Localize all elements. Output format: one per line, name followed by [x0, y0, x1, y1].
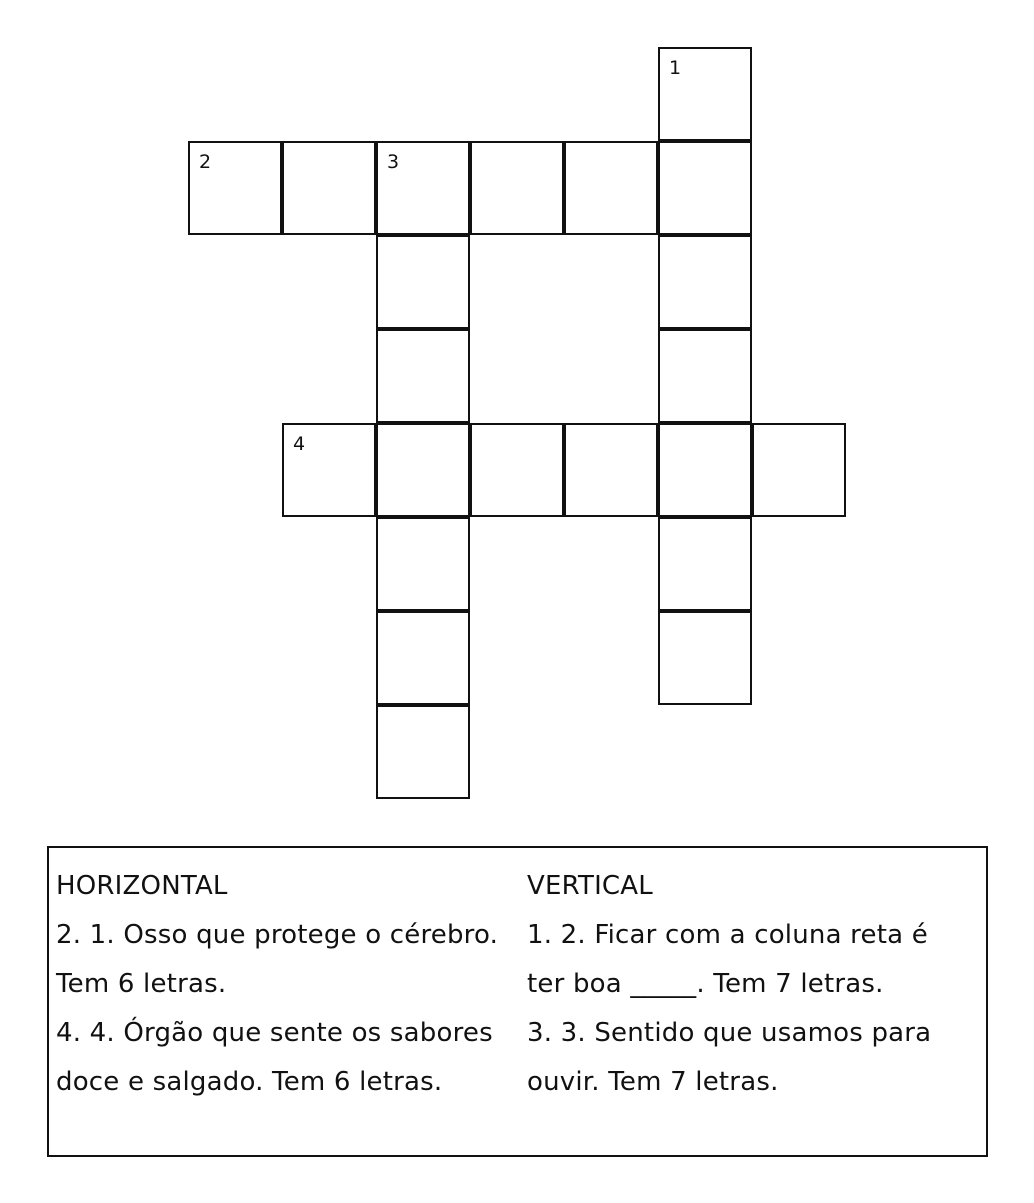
crossword-cell[interactable] — [470, 423, 564, 517]
clues-box — [47, 846, 988, 1157]
crossword-cell[interactable] — [658, 329, 752, 423]
horizontal-clue-line: doce e salgado. Tem 6 letras. — [56, 1067, 443, 1097]
cell-number: 3 — [387, 151, 400, 173]
crossword-cell[interactable] — [470, 141, 564, 235]
crossword-cell[interactable] — [376, 517, 470, 611]
horizontal-clue-line: 2. 1. Osso que protege o cérebro. — [56, 920, 499, 950]
vertical-clue-line: 3. 3. Sentido que usamos para — [527, 1018, 932, 1048]
horizontal-heading: HORIZONTAL — [56, 871, 228, 901]
crossword-cell[interactable] — [376, 611, 470, 705]
crossword-cell[interactable] — [282, 141, 376, 235]
crossword-cell[interactable] — [658, 423, 752, 517]
horizontal-clues — [56, 862, 516, 1107]
vertical-heading: VERTICAL — [527, 871, 653, 901]
crossword-cell[interactable] — [376, 423, 470, 517]
crossword-cell[interactable] — [564, 423, 658, 517]
crossword-cell[interactable] — [376, 705, 470, 799]
cell-number: 4 — [293, 433, 306, 455]
cell-number: 1 — [669, 57, 682, 79]
crossword-cell[interactable] — [376, 141, 470, 235]
cell-number: 2 — [199, 151, 212, 173]
crossword-cell[interactable] — [564, 141, 658, 235]
crossword-cell[interactable] — [658, 611, 752, 705]
crossword-cell[interactable] — [282, 423, 376, 517]
vertical-clue-line: 1. 2. Ficar com a coluna reta é — [527, 920, 928, 950]
crossword-cell[interactable] — [658, 141, 752, 235]
horizontal-clue-line: Tem 6 letras. — [56, 969, 227, 999]
crossword-cell[interactable] — [188, 141, 282, 235]
vertical-clue-line: ouvir. Tem 7 letras. — [527, 1067, 779, 1097]
crossword-cell[interactable] — [752, 423, 846, 517]
crossword-cell[interactable] — [658, 517, 752, 611]
crossword-cell[interactable] — [376, 235, 470, 329]
horizontal-clue-line: 4. 4. Órgão que sente os sabores — [56, 1018, 493, 1048]
crossword-cell[interactable] — [376, 329, 470, 423]
crossword-cell[interactable] — [658, 235, 752, 329]
crossword-cell[interactable] — [658, 47, 752, 141]
vertical-clue-line: ter boa _____. Tem 7 letras. — [527, 969, 884, 999]
vertical-clues — [527, 862, 977, 1107]
